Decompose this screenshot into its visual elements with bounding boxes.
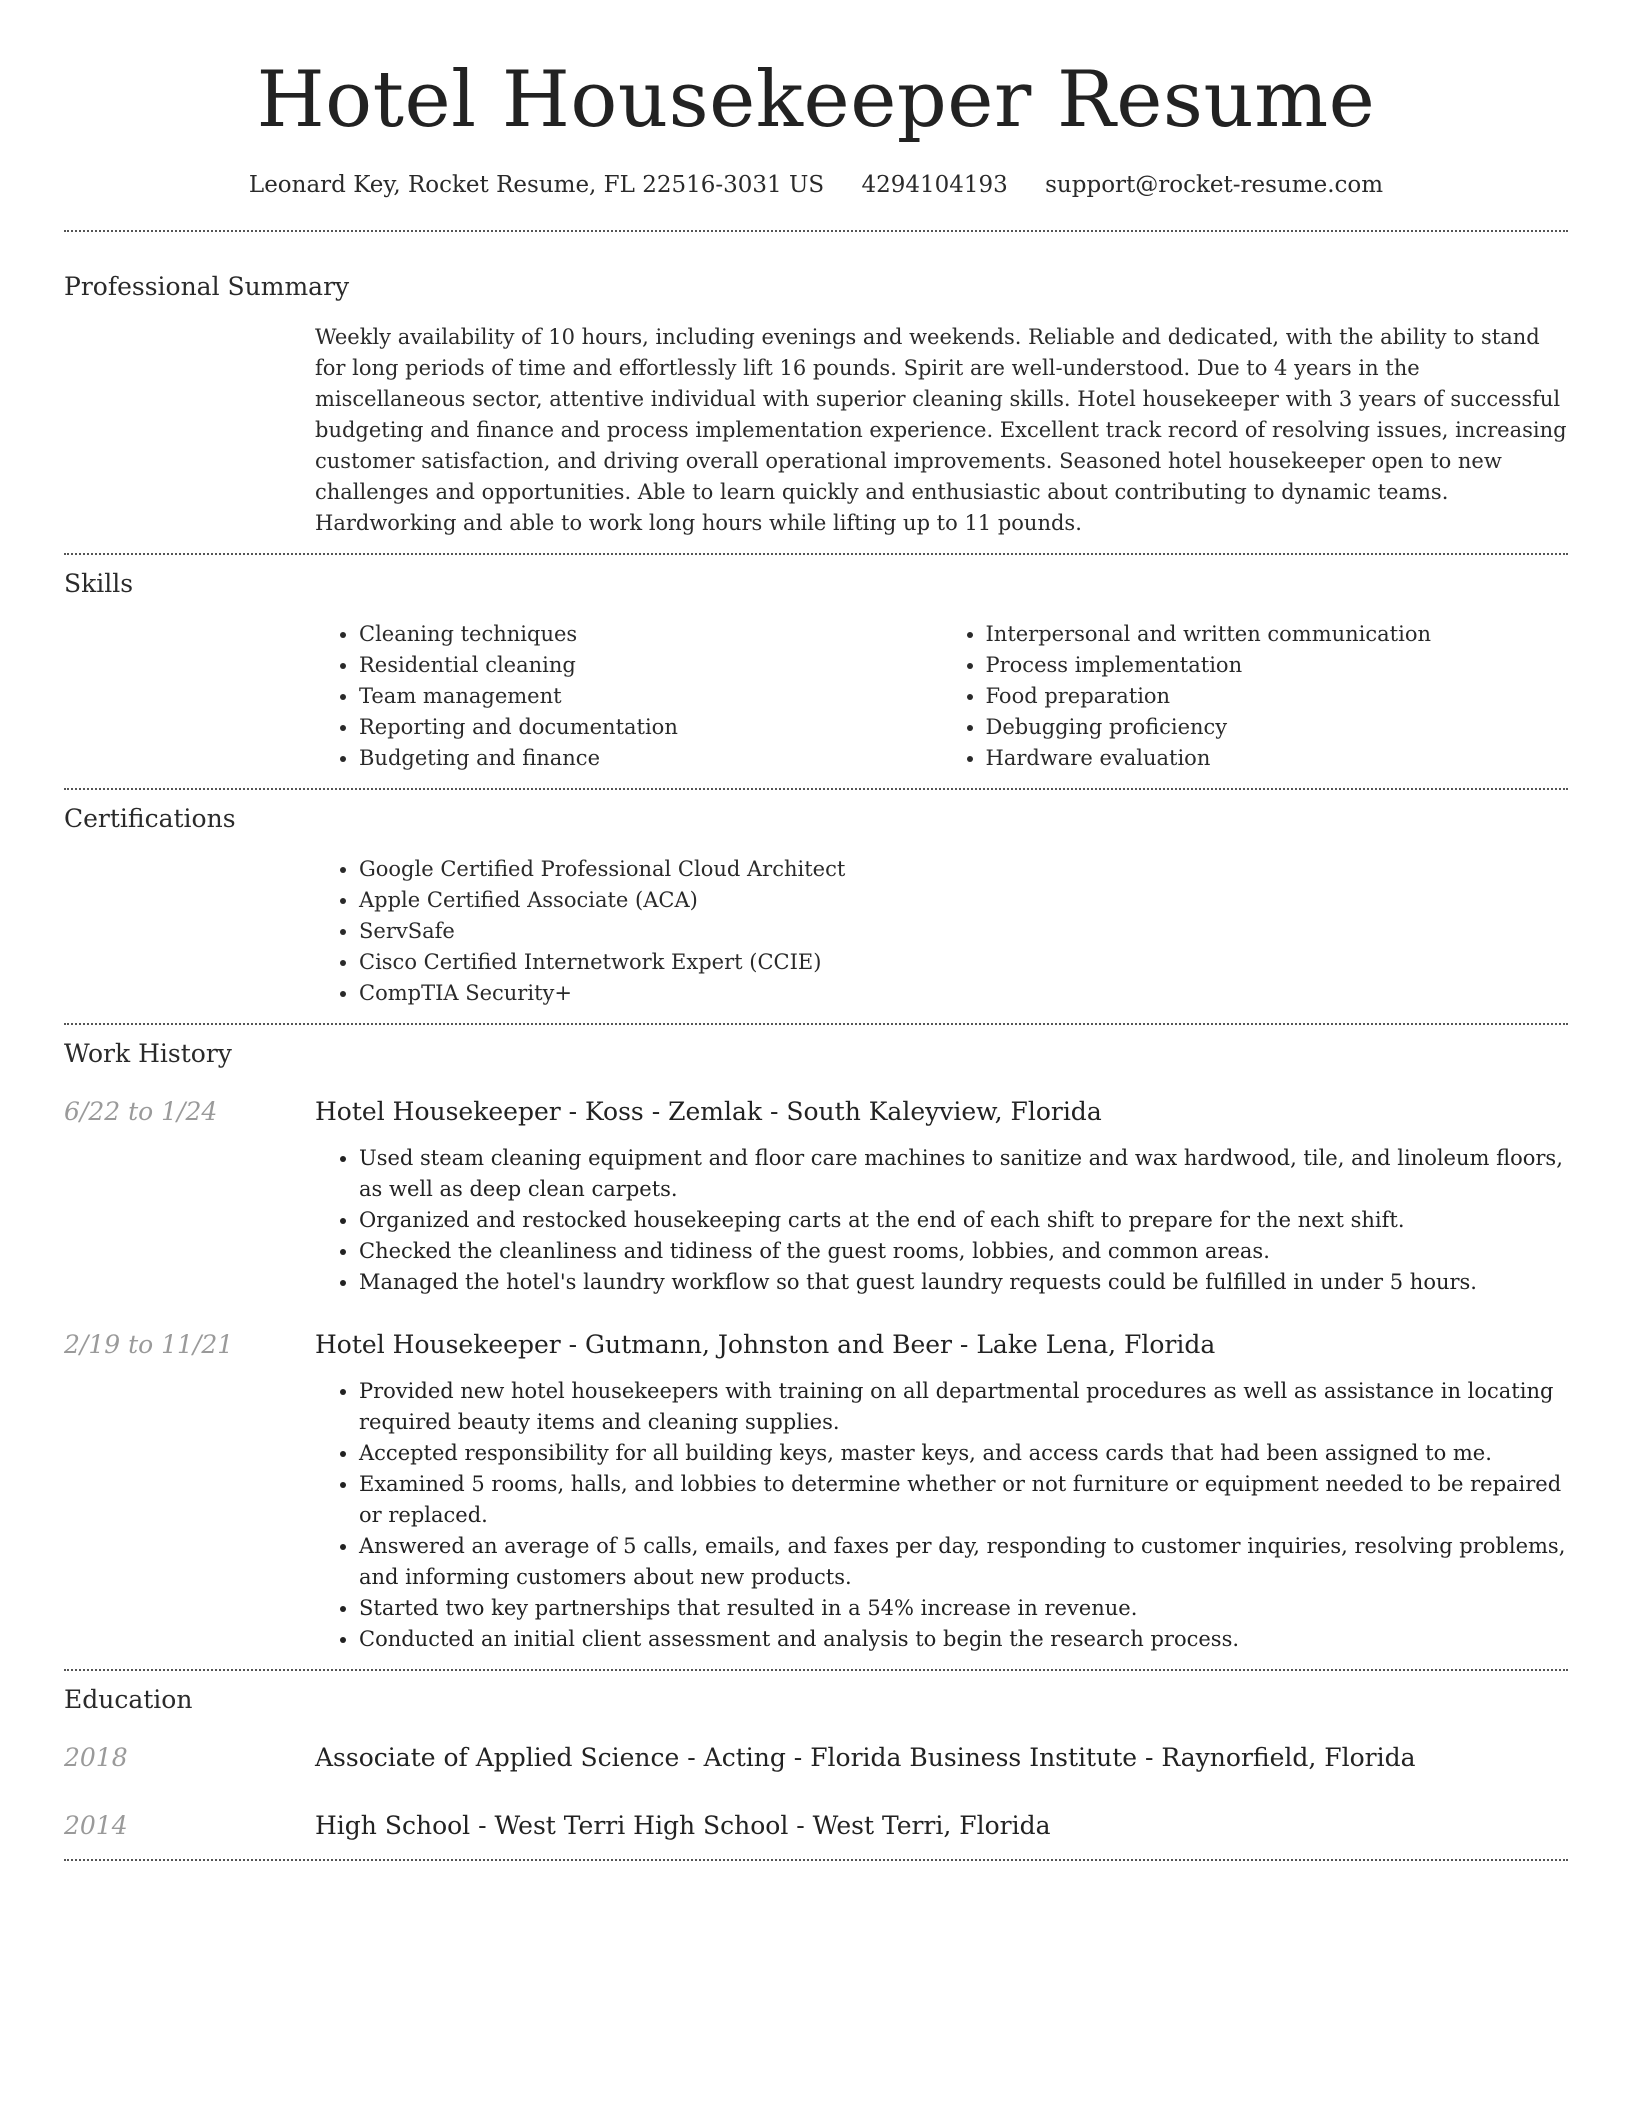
job-header [64,1095,1568,1129]
job-bullets [315,1143,1568,1298]
skills-columns [315,619,1568,774]
list-item: • Cisco Certified Internetwork Expert (CCIE) [359,947,1568,978]
job-dates: 6/22 to 1/24 [64,1097,218,1126]
job-bullets [315,1376,1568,1655]
contact-address: Leonard Key, Rocket Resume, FL 22516-3031 US [248,172,825,198]
list-item: • Process implementation [986,650,1569,681]
certifications-section [64,790,1568,1023]
section-title-certifications: Certifications [64,804,236,833]
job-header [64,1328,1568,1362]
skills-list-right [942,619,1569,774]
education-section [64,1671,1568,1859]
education-text: Associate of Applied Science - Acting - Florida Business Institute - Raynorfield, Florida [315,1743,1416,1772]
section-title-skills: Skills [64,569,134,598]
list-item: • Started two key partnerships that resulted in a 54% increase in revenue. [359,1593,1568,1624]
list-item: • Budgeting and finance [359,743,942,774]
certifications-list [315,854,1568,1009]
job-title: Hotel Housekeeper - Koss - Zemlak - South Kaleyview, Florida [315,1097,1102,1126]
list-item: • Organized and restocked housekeeping carts at the end of each shift to prepare for the next shift. [359,1205,1568,1236]
section-title-work: Work History [64,1039,232,1068]
list-item: • Conducted an initial client assessment and analysis to begin the research process. [359,1624,1568,1655]
list-item: • Food preparation [986,681,1569,712]
list-item: • ServSafe [359,916,1568,947]
contact-email: support@rocket-resume.com [1045,172,1384,198]
section-title-education: Education [64,1685,193,1714]
education-entry [64,1741,1568,1775]
list-item: • Interpersonal and written communication [986,619,1569,650]
education-year: 2018 [64,1743,128,1772]
contact-phone: 4294104193 [861,172,1008,198]
list-item: • Used steam cleaning equipment and floor care machines to sanitize and wax hardwood, tile, and linoleum floors, as well as deep clean carpets. [359,1143,1568,1205]
list-item: • Reporting and documentation [359,712,942,743]
list-item: • Examined 5 rooms, halls, and lobbies to determine whether or not furniture or equipment needed to be repaired or replaced. [359,1469,1568,1531]
education-entry [64,1809,1568,1843]
contact-line [64,168,1568,202]
skills-list-left [315,619,942,774]
list-item: • Residential cleaning [359,650,942,681]
list-item: • CompTIA Security+ [359,978,1568,1009]
divider [64,1859,1568,1861]
list-item: • Debugging proficiency [986,712,1569,743]
job-bullet-list [315,1143,1568,1298]
job-title: Hotel Housekeeper - Gutmann, Johnston and Beer - Lake Lena, Florida [315,1330,1216,1359]
summary-section [64,232,1568,553]
list-item: • Team management [359,681,942,712]
job-dates: 2/19 to 11/21 [64,1330,234,1359]
summary-text: Weekly availability of 10 hours, including evenings and weekends. Reliable and dedicated, with the ability to stand for long periods of time and effortlessly lift 16 pounds. Spirit are well-understood. Due to 4 years in the miscellaneous sector, attentive individual with superior cleaning skills. Hotel housekeeper with 3 years of successful budgeting and finance and process implementation experience. Excellent track record of resolving issues, increasing customer satisfaction, and driving overall operational improvements. Seasoned hotel housekeeper open to new challenges and opportunities. Able to learn quickly and enthusiastic about contributing to dynamic teams. Hardworking and able to work long hours while lifting up to 11 pounds. [315,325,1567,535]
education-year: 2014 [64,1811,128,1840]
list-item: • Accepted responsibility for all building keys, master keys, and access cards that had been assigned to me. [359,1438,1568,1469]
resume-title: Hotel Housekeeper Resume [256,55,1376,145]
work-history-section [64,1025,1568,1669]
list-item: • Hardware evaluation [986,743,1569,774]
section-title-summary: Professional Summary [64,272,350,301]
job-bullet-list [315,1376,1568,1655]
job-entry [64,1328,1568,1655]
job-entry [64,1095,1568,1298]
list-item: • Checked the cleanliness and tidiness of the guest rooms, lobbies, and common areas. [359,1236,1568,1267]
skills-section [64,555,1568,788]
certifications-body [315,854,1568,1009]
education-text: High School - West Terri High School - West Terri, Florida [315,1811,1051,1840]
list-item: • Google Certified Professional Cloud Architect [359,854,1568,885]
list-item: • Apple Certified Associate (ACA) [359,885,1568,916]
list-item: • Managed the hotel's laundry workflow so that guest laundry requests could be fulfilled in under 5 hours. [359,1267,1568,1298]
list-item: • Cleaning techniques [359,619,942,650]
list-item: • Provided new hotel housekeepers with training on all departmental procedures as well as assistance in locating required beauty items and cleaning supplies. [359,1376,1568,1438]
list-item: • Answered an average of 5 calls, emails, and faxes per day, responding to customer inquiries, resolving problems, and informing customers about new products. [359,1531,1568,1593]
